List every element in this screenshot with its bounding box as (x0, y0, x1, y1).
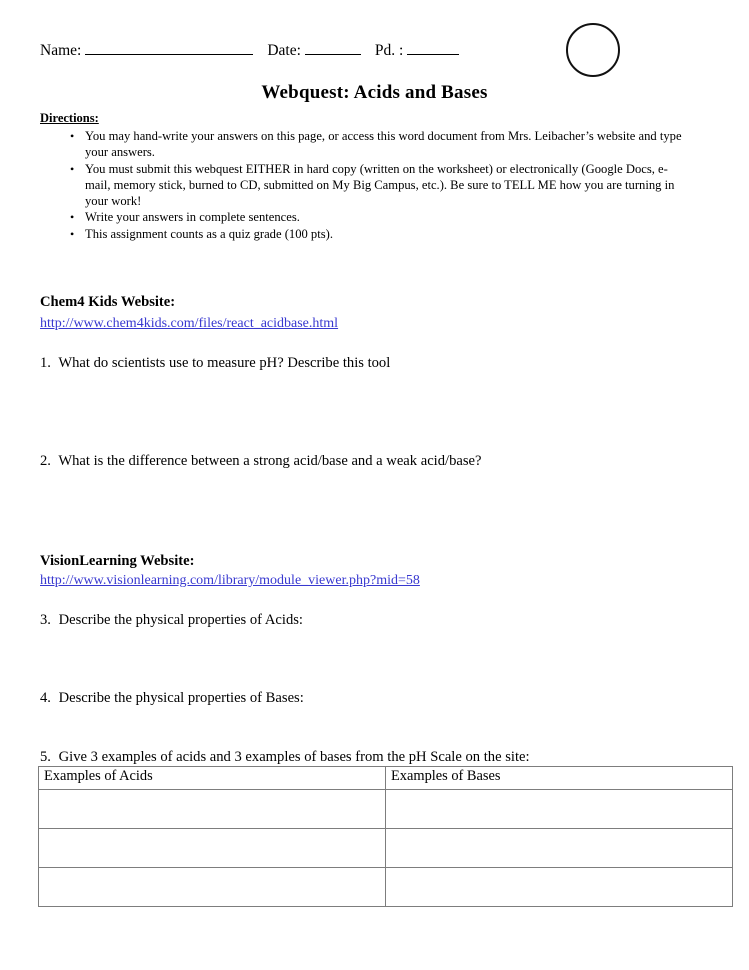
question-2-number: 2. (40, 453, 51, 469)
acid-answer-cell[interactable] (39, 790, 386, 829)
period-label: Pd. : (374, 42, 404, 59)
list-item-text: You may hand-write your answers on this page, or access this word document from Mrs. Leibacher’s website and type your answers. (85, 129, 682, 160)
link-chem4kids[interactable]: http://www.chem4kids.com/files/react_acidbase.html (40, 316, 339, 331)
base-answer-cell[interactable] (386, 790, 733, 829)
page-title: Webquest: Acids and Bases (261, 82, 488, 103)
question-5 (40, 749, 530, 766)
question-3-text: Describe the physical properties of Acids: (58, 612, 303, 628)
acid-answer-cell[interactable] (39, 829, 386, 868)
list-item-text: You must submit this webquest EITHER in hard copy (written on the worksheet) or electronically (Google Docs, e-mail, memory stick, burned to CD, submitted on My Big Campus, etc.). Be sure to TELL ME how you are turning in your work! (85, 161, 675, 209)
question-5-text: Give 3 examples of acids and 3 examples of bases from the pH Scale on the site: (58, 749, 530, 765)
table-row (39, 868, 733, 907)
question-1-number: 1. (40, 355, 51, 371)
list-item (40, 226, 688, 242)
section-heading-chem4kids: Chem4 Kids Website: (40, 294, 176, 310)
base-answer-cell[interactable] (386, 868, 733, 907)
base-answer-cell[interactable] (386, 829, 733, 868)
bullet-icon: • (70, 129, 75, 143)
question-5-number: 5. (40, 749, 51, 765)
date-input-blank[interactable] (305, 40, 361, 55)
bullet-icon: • (70, 161, 75, 176)
table-row (39, 829, 733, 868)
list-item (40, 209, 688, 225)
question-4-text: Describe the physical properties of Bases: (58, 690, 304, 706)
directions-list (40, 128, 688, 242)
question-1 (40, 355, 390, 372)
question-4 (40, 690, 304, 707)
student-info-line (40, 40, 520, 64)
question-2-text: What is the difference between a strong acid/base and a weak acid/base? (58, 453, 482, 469)
name-label: Name: (40, 42, 82, 59)
period-input-blank[interactable] (407, 40, 459, 55)
directions-heading: Directions: (40, 111, 99, 125)
question-2 (40, 453, 482, 470)
bullet-icon: • (70, 226, 75, 241)
column-header-acids: Examples of Acids (39, 767, 386, 790)
table-header-row (39, 767, 733, 790)
list-item-text: This assignment counts as a quiz grade (100 pts). (85, 226, 333, 241)
link-visionlearning[interactable]: http://www.visionlearning.com/library/module_viewer.php?mid=58 (40, 573, 420, 588)
name-input-blank[interactable] (85, 40, 253, 55)
bullet-icon: • (70, 210, 75, 225)
table-row (39, 790, 733, 829)
circle-icon (566, 23, 620, 77)
section-heading-visionlearning: VisionLearning Website: (40, 553, 195, 569)
question-3-number: 3. (40, 612, 51, 628)
list-item (40, 161, 688, 210)
column-header-bases: Examples of Bases (386, 767, 733, 790)
list-item-text: Write your answers in complete sentences. (85, 210, 300, 225)
acid-answer-cell[interactable] (39, 868, 386, 907)
question-4-number: 4. (40, 690, 51, 706)
question-1-text: What do scientists use to measure pH? Describe this tool (58, 355, 391, 371)
question-3 (40, 612, 303, 629)
date-label: Date: (267, 42, 301, 59)
list-item (40, 128, 688, 161)
examples-table (38, 766, 733, 907)
